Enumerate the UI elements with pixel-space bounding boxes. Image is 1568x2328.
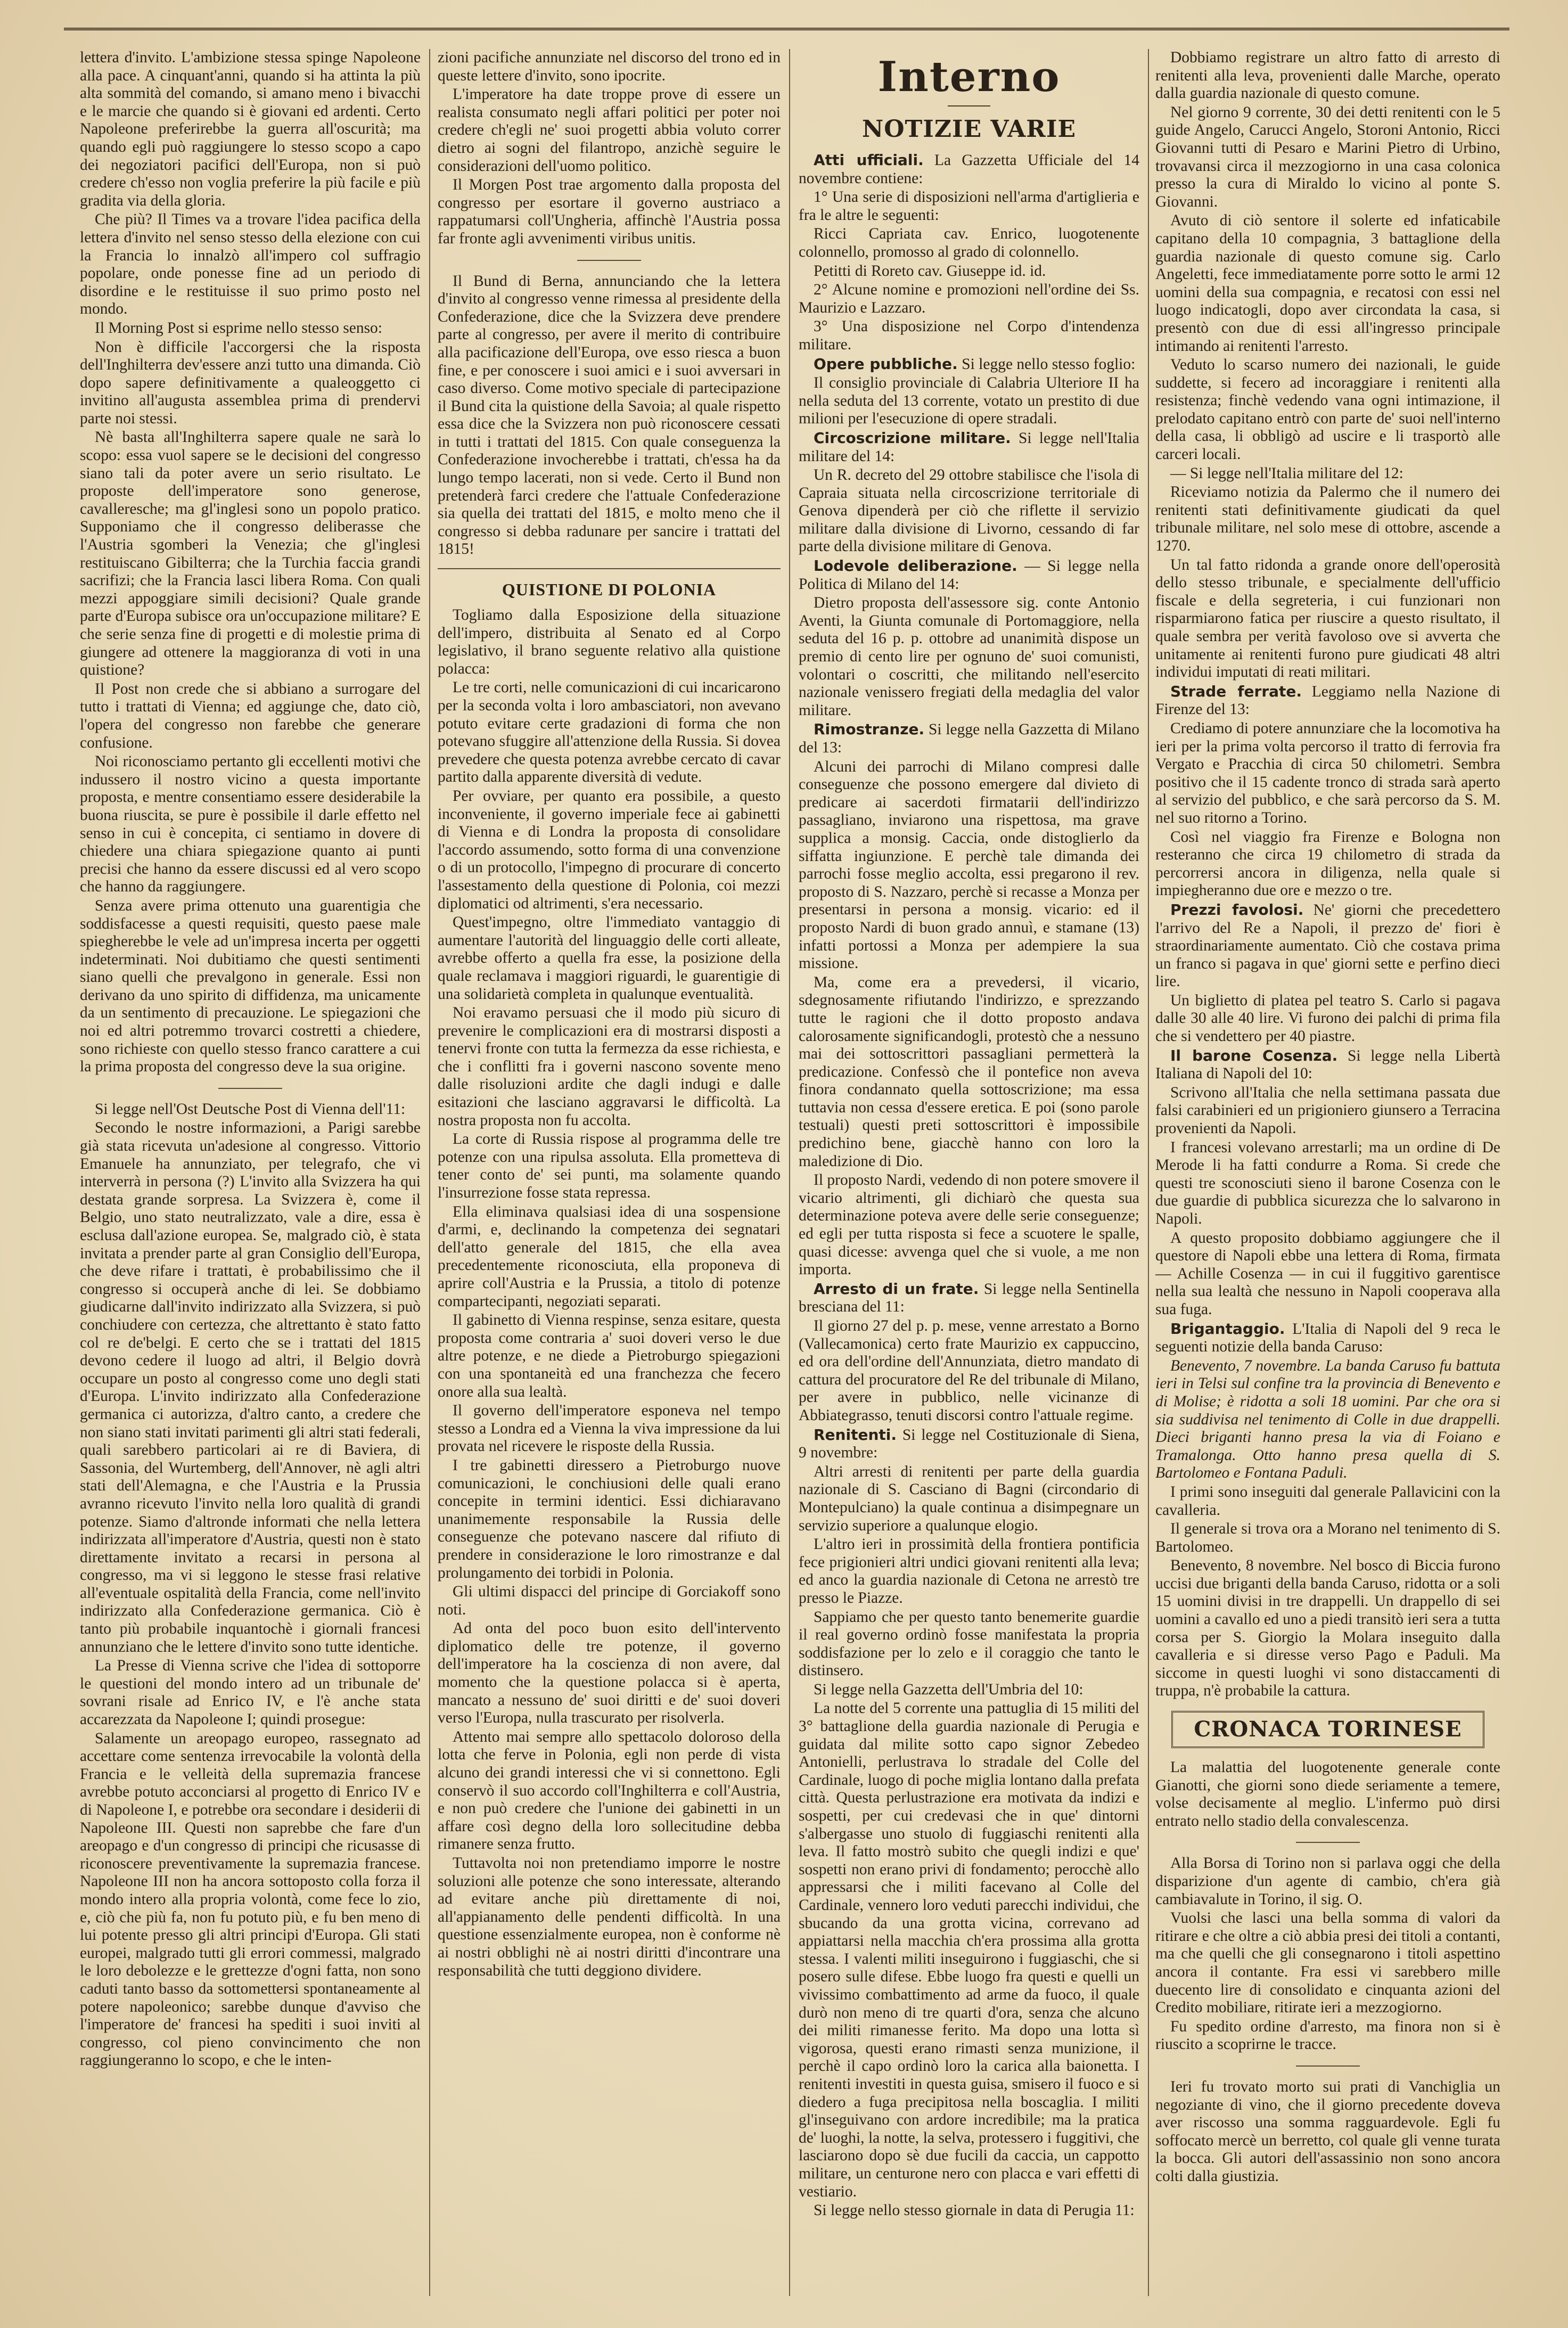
paragraph-text: Si legge nella Gazzetta di Milano del 13: xyxy=(799,721,1139,756)
paragraph: Si legge nella Gazzetta dell'Umbria del 10: xyxy=(814,1681,1083,1698)
column-1 xyxy=(80,49,421,2301)
section-box-heading: CRONACA TORINESE xyxy=(1171,1711,1484,1748)
paragraph: Il governo dell'imperatore esponeva nel tempo stesso a Londra ed a Vienna la viva impressione da lui provata nel ricevere le risposte della Russia. xyxy=(438,1402,781,1455)
paragraph: Il Post non crede che si abbiano a surrogare del tutto i trattati di Vienna; ed aggiunge che, dato ciò, l'opera del congresso non farebbe che generare confusione. xyxy=(80,680,421,751)
separator xyxy=(948,105,990,106)
rubric: Atti ufficiali. xyxy=(814,151,924,169)
paragraph: Il generale si trova ora a Morano nel tenimento di S. Bartolomeo. xyxy=(1155,1520,1500,1555)
section-heading: QUISTIONE DI POLONIA xyxy=(502,580,717,600)
rubric: Renitenti. xyxy=(814,1425,897,1444)
paragraph-text: Si legge nell'Italia militare del 14: xyxy=(799,429,1139,465)
paragraph: Avuto di ciò sentore il solerte ed infaticabile capitano della 10 compagnia, 3 battaglione della guardia nazionale di questo comune sig. Carlo Angeletti, fece immediatamente porre sotto le armi 12 uomini della sua compagnia, e recatosi con essi nel luogo indicatogli, dopo aver circondata la casa, si presentò con due di essi all'ingresso principale intimando ai renitenti l'arresto. xyxy=(1155,212,1500,355)
paragraph: Il Morgen Post trae argomento dalla proposta del congresso per esortare il governo austriaco a rappatumarsi coll'Ungheria, affinchè l'Austria possa far fronte agli avvenimenti viribus unitis. xyxy=(438,176,781,247)
paragraph: Vuolsi che lasci una bella somma di valori da ritirare e che oltre a ciò abbia presi dei titoli a contanti, ma che quelli che gli consegnarono i titoli aspettino ancora il contante. Fra essi vi sarebbero mille duecento lire di consolidato e cinquanta azioni del Credito mobiliare, ritirate ieri a mezzogiorno. xyxy=(1155,1909,1500,2016)
paragraph: — Si legge nell'Italia militare del 12: xyxy=(1170,464,1403,482)
paragraph: Riceviamo notizia da Palermo che il numero dei renitenti stati definitivamente giudicati da quel tribunale militare, nel solo mese di ottobre, ascende a 1270. xyxy=(1155,483,1500,555)
paragraph: Così nel viaggio fra Firenze e Bologna non resteranno che circa 19 chilometro di strada da percorrersi ancora in diligenza, nella quale si impiegheranno due ore e mezzo o tre. xyxy=(1155,828,1500,899)
paragraph: Senza avere prima ottenuto una guarentigia che soddisfacesse a questi requisiti, questo paese male spiegherebbe le vele ad un'impresa incerta per oggetti indeterminati. Noi dubitiamo che questi sentimenti siano quelli che prevalgono in generale. Essi non derivano da uno spirito di diffidenza, ma unicamente da un sentimento di precauzione. Le spiegazioni che noi ed altri potremmo trovarci costretti a chiedere, sono richieste con quello stesso franco carattere a cui la prima proposta del congresso deve la sua origine. xyxy=(80,897,421,1076)
paragraph: Ma, come era a prevedersi, il vicario, sdegnosamente rifiutando l'indirizzo, e sprezzando tutte le ragioni che il dotto proposto andava calorosamente significandogli, protestò che a nessuno mai dei sottoscrittori passagliani permetterà la predicazione. Confessò che il pontefice non aveva finora condannato quella sottoscrizione; ma essa tuttavia non cessa d'essere eretica. E poi (sono parole testuali) questi preti sottoscrittori è impossibile predichino bene, giacchè hanno con loro la maledizione di Dio. xyxy=(799,973,1139,1170)
paragraph: La malattia del luogotenente generale conte Gianotti, che giorni sono diede seriamente a temere, volse decisamente al meglio. L'infermo può dirsi entrato nello stadio della convalescenza. xyxy=(1155,1759,1500,1830)
paragraph: La Presse di Vienna scrive che l'idea di sottoporre le questioni del mondo intero ad un tribunale de' sovrani risale ad Enrico IV, e l'è anche stata accarezzata da Napoleone I; quindi prosegue: xyxy=(80,1657,421,1728)
paragraph-text: Leggiamo nella Nazione di Firenze del 13: xyxy=(1155,683,1500,718)
paragraph: Nel giorno 9 corrente, 30 dei detti renitenti con le 5 guide Angelo, Carucci Angelo, Storoni Antonio, Ricci Giovanni tutti di Pesaro e Marini Pietro di Urbino, trovavansi circa il mezzogiorno in una casa colonica presso la cura di Miraldo lo vicino al ponte S. Giovanni. xyxy=(1155,103,1500,210)
paragraph-text: Si legge nella Sentinella bresciana del 11: xyxy=(799,1280,1139,1316)
paragraph: Ricci Capriata cav. Enrico, luogotenente colonnello, promosso al grado di colonnello. xyxy=(799,225,1139,260)
paragraph: Petitti di Roreto cav. Giuseppe id. id. xyxy=(814,262,1046,280)
section-heading: NOTIZIE VARIE xyxy=(862,116,1076,143)
paragraph: Un R. decreto del 29 ottobre stabilisce che l'isola di Capraia situata nella circoscrizione territoriale di Genova dipenderà per ciò che riflette il servizio militare dalla divisione di Livorno, cessando di far parte della divisione militare di Genova. xyxy=(799,466,1139,555)
paragraph: Scrivono all'Italia che nella settimana passata due falsi carabinieri ed un prigioniero giunsero a Terracina provenienti da Napoli. xyxy=(1155,1084,1500,1137)
paragraph: Noi eravamo persuasi che il modo più sicuro di prevenire le complicazioni era di mostrarsi disposti a tenervi fronte con tutta la fermezza da esse richiesta, e che i conflitti fra i governi nascono sovente meno dalle risoluzioni ardite che dagli indugi e dalle esitazioni che lasciano aggravarsi le difficoltà. La nostra proposta non fu accolta. xyxy=(438,1004,781,1129)
paragraph: Il proposto Nardi, vedendo di non potere smovere il vicario altrimenti, gli dichiarò che questa sua determinazione poteva avere delle serie conseguenze; ed egli per tutta risposta si fece a scuotere le spalle, quasi dicesse: avvenga quel che si vuole, a me non importa. xyxy=(799,1171,1139,1278)
paragraph: Ella eliminava qualsiasi idea di una sospensione d'armi, e, declinando la competenza dei segnatari dell'atto generale del 1815, che ella avea precedentemente riconosciuta, ella proponeva di aprire coll'Austria e la Prussia, a titolo di potenze compartecipanti, negoziati separati. xyxy=(438,1203,781,1310)
paragraph: Si legge nell'Ost Deutsche Post di Vienna dell'11: xyxy=(95,1100,406,1118)
top-rule xyxy=(64,28,1509,30)
paragraph: 1° Una serie di disposizioni nell'arma d'artiglieria e fra le altre le seguenti: xyxy=(799,188,1139,224)
rubric: Lodevole deliberazione. xyxy=(814,557,1017,575)
rubric: Arresto di un frate. xyxy=(814,1280,979,1298)
rubric: Strade ferrate. xyxy=(1170,682,1302,700)
paragraph: Ad onta del poco buon esito dell'intervento diplomatico delle tre potenze, il governo dell'imperatore ha la coscienza di non avere, dal momento che la questione polacca si è aperta, mancato a nessuno de' suoi diritti e de' suoi doveri verso l'Europa, nulla trascurato per risolverla. xyxy=(438,1620,781,1727)
paragraph: zioni pacifiche annunziate nel discorso del trono ed in queste lettere d'invito, sono ipocrite. xyxy=(438,49,781,84)
rubric: Prezzi favolosi. xyxy=(1170,900,1304,919)
column-3 xyxy=(799,49,1139,2301)
paragraph: Dobbiamo registrare un altro fatto di arresto di renitenti alla leva, provenienti dalle Marche, operato dalla guardia nazionale di questo comune. xyxy=(1155,49,1500,102)
column-rule xyxy=(429,49,430,2296)
paragraph: Secondo le nostre informazioni, a Parigi sarebbe già stata ricevuta un'adesione al congresso. Vittorio Emanuele ha annunziato, per telegrafo, che vi interverrà in persona (?) L'invito alla Svizzera ha qui destata grande sorpresa. La Svizzera è, come il Belgio, uno stato neutralizzato, vale a dire, essa è esclusa dall'azione europea. Se, malgrado ciò, è stata invitata a prender parte al gran Consiglio dell'Europa, che deve rifare i trattati, è probabilissimo che il congresso si occuperà anche di lei. Se dobbiamo giudicarne dall'invito indirizzato alla Svizzera, si può conchiudere con certezza, che altrettanto è stato fatto col re de'belgi. E certo che se i trattati del 1815 devono cedere il luogo ad altri, il Belgio dovrà occupare un posto al congresso come uno degli stati d'Europa. L'invito indirizzato alla Confederazione germanica ci autorizza, d'altro canto, a credere che non siano stati invitati parimenti gli altri stati federali, quali sarebbero particolari ai re di Baviera, di Sassonia, del Wurtemberg, dell'Annover, nè agli altri stati dell'Alemagna, e che l'Austria e la Prussia avranno ricevuto l'invito nella loro qualità di grandi potenze. Siamo d'altronde informati che nella lettera indirizzata all'imperatore d'Austria, questi non è stato direttamente invitato a recarsi in persona al congresso, ma vi si leggono le stesse frasi relative all'eventuale ospitalità della Francia, come nell'invito indirizzato alla Confederazione germanica. Ciò è tanto più probabile inquantochè i giornali francesi annunziano che le lettere d'invito sono tutte identiche. xyxy=(80,1119,421,1655)
separator xyxy=(218,1088,282,1089)
paragraph: I tre gabinetti diressero a Pietroburgo nuove comunicazioni, le conchiusioni delle quali erano concepite in termini identici. Essi dichiaravano unanimemente responsabile la Russia delle conseguenze che potevano nascere dal rifiuto di prendere in considerazione le loro rimostranze e dal prolungamento dei torbidi in Polonia. xyxy=(438,1456,781,1581)
rubric: Rimostranze. xyxy=(814,720,925,739)
paragraph: Crediamo di potere annunziare che la locomotiva ha ieri per la prima volta percorso il tratto di ferrovia fra Vergato e Pracchia di circa 50 chilometri. Sembra positivo che il 15 cadente tronco di strada sarà aperto al servizio del pubblico, e che sarà percorso da S. M. nel suo ritorno a Torino. xyxy=(1155,719,1500,826)
paragraph: A questo proposito dobbiamo aggiungere che il questore di Napoli ebbe una lettera di Roma, firmata — Achille Cosenza — in cui il fuggitivo garentisce nella sua lealtà che nessuno in Napoli cooperava alla sua fuga. xyxy=(1155,1229,1500,1318)
paragraph: Tuttavolta noi non pretendiamo imporre le nostre soluzioni alle potenze che sono interessate, alterando ad evitare anche più direttamente di noi, all'appianamento delle pendenti difficoltà. In una questione essenzialmente europea, non è conforme nè ai nostri obblighi nè ai nostri diritti d'incontrare una responsabilità che tutti deggiono dividere. xyxy=(438,1855,781,1979)
paragraph-text: Ne' giorni che precedettero l'arrivo del Re a Napoli, il prezzo de' fiori è straordinariamente aumentato. Ciò che costava prima un franco si pagava in que' giorni sette e perfino dieci lire. xyxy=(1155,901,1500,990)
paragraph: Un biglietto di platea pel teatro S. Carlo si pagava dalle 30 alle 40 lire. Vi furono dei palchi di prima fila che si vendettero per 40 piastre. xyxy=(1155,991,1500,1045)
paragraph: Salamente un areopago europeo, rassegnato ad accettare come sentenza irrevocabile la volontà della Francia e le velleità della supremazia francese avrebbe potuto acconciarsi al progetto di Enrico IV e di Napoleone I, e potrebbe ora secondare i desiderii di Napoleone III. Questi non saprebbe che fare d'un areopago e d'un congresso di principi che ricusasse di riconoscere preventivamente la supremazia francese. Napoleone III non ha ancora sottoposto colla forza il mondo intero alla propria volontà, come fece lo zio, e, ciò che più fa, non fu potuto più, e fu ben meno di lui potente presso gli altri principi d'Europa. Gli stati europei, malgrado tutti gli errori commessi, malgrado le loro debolezze e le grettezze d'ogni fatta, non sono caduti tanto basso da sottomettersi spontaneamente al potere napoleonico; sarebbe dunque d'avviso che l'imperatore de' francesi ha spediti i suoi inviti al congresso, col pieno convincimento che non raggiungeranno lo scopo, e che le inten- xyxy=(80,1729,421,2069)
paragraph-text: Si legge nel Costituzionale di Siena, 9 novembre: xyxy=(799,1426,1139,1462)
paragraph-text: La Gazzetta Ufficiale del 14 novembre contiene: xyxy=(799,152,1139,187)
paragraph: Che più? Il Times va a trovare l'idea pacifica della lettera d'invito nel senso stesso della elezione con cui la Francia lo innalzò all'impero col suffragio popolare, onde ponesse fine ad un periodo di disordine e le restituisse il suo primo posto nel mondo. xyxy=(80,211,421,318)
paragraph: Alcuni dei parrochi di Milano compresi dalle conseguenze che possono emergere dal divieto di predicare ai sacerdoti firmatarii dell'indirizzo passagliano, inviarono una rispettosa, ma grave supplica a monsig. Caccia, onde distoglierlo da siffatta ingiunzione. E perchè tale dimanda dei parrochi fosse meglio accolta, essi pregarono il rev. proposto di S. Nazzaro, perchè si recasse a Monza per presentarsi in persona a monsig. vicario: ed il proposto Nardi di buon grado annuì, e stamane (13) infatti portossi a Monza per adempiere la sua missione. xyxy=(799,758,1139,972)
column-rule xyxy=(789,49,790,2296)
paragraph: Benevento, 8 novembre. Nel bosco di Biccia furono uccisi due briganti della banda Caruso, ridotta or a soli 15 uomini divisi in tre drappelli. Un drappello di sei uomini a cavallo ed uno a piedi transitò ieri sera a tutta corsa per S. Giorgio la Molara inseguito dalla cavalleria e si diresse verso Pago e Paduli. Ma siccome in questi luoghi vi sono distaccamenti di truppa, n'è probabile la cattura. xyxy=(1155,1557,1500,1700)
paragraph: 2° Alcune nomine e promozioni nell'ordine dei Ss. Maurizio e Lazzaro. xyxy=(799,281,1139,316)
paragraph: Le tre corti, nelle comunicazioni di cui incaricarono per la seconda volta i loro ambasciatori, non avevano potuto evitare certe gradazioni di forma che non potevano sfuggire all'attenzione della Russia. Si dovea prevedere che questa potenza avrebbe cercato di cavar partito dalla apparente diversità di vedute. xyxy=(438,679,781,786)
paragraph: Attento mai sempre allo spettacolo doloroso della lotta che ferve in Polonia, egli non perde di vista alcuno dei grandi interessi che vi si connettono. Egli conservò il suo accordo coll'Inghilterra e coll'Austria, e non può credere che l'unione dei gabinetti in un affare così degno della loro sollecitudine debba rimanere senza frutto. xyxy=(438,1728,781,1853)
paragraph: Si legge nello stesso giornale in data di Perugia 11: xyxy=(814,2202,1135,2219)
paragraph: Il gabinetto di Vienna respinse, senza esitare, questa proposta come contraria a' suoi doveri verso le due altre potenze, e ne diede a Pietroburgo spiegazioni con una spontaneità ed una franchezza che fecero onore alla sua lealtà. xyxy=(438,1311,781,1400)
paragraph-text: L'Italia di Napoli del 9 reca le seguenti notizie della banda Caruso: xyxy=(1155,1320,1500,1356)
paragraph: Il giorno 27 del p. p. mese, venne arrestato a Borno (Vallecamonica) certo frate Maurizio ex cappuccino, ed ora dell'ordine dell'Annunziata, dietro mandato di cattura del procuratore del Re del tribunale di Milano, per avere in pubblico, nelle vicinanze di Abbiategrasso, tenuti discorsi contro l'attuale regime. xyxy=(799,1317,1139,1424)
paragraph: Altri arresti di renitenti per parte della guardia nazionale di S. Casciano di Bagni (circondario di Montepulciano) la quale continua a disimpegnare un servizio superiore a qualunque elogio. xyxy=(799,1463,1139,1534)
paragraph: I primi sono inseguiti dal generale Pallavicini con la cavalleria. xyxy=(1155,1483,1500,1519)
paragraph: Togliamo dalla Esposizione della situazione dell'impero, distribuita al Senato ed al Corpo legislativo, il brano seguente relativo alla quistione polacca: xyxy=(438,606,781,677)
paragraph: Un tal fatto ridonda a grande onore dell'operosità dello stesso tribunale, e specialmente dell'ufficio fiscale e della segreteria, i cui funzionari non risparmiarono fatica per riuscire a questo risultato, il quale sembra per verità favoloso ove si avverta che unitamente ai renitenti furono pure giudicati 48 altri individui imputati di reati militari. xyxy=(1155,556,1500,681)
paragraph: I francesi volevano arrestarli; ma un ordine di De Merode li ha fatti condurre a Roma. Si crede che questi tre sconosciuti sieno il barone Cosenza con le due guardie di pubblica sicurezza che lo salvarono in Napoli. xyxy=(1155,1138,1500,1227)
separator xyxy=(438,568,781,569)
section-masthead: Interno xyxy=(877,53,1061,101)
paragraph: Il Morning Post si esprime nello stesso senso: xyxy=(95,319,383,337)
rubric: Il barone Cosenza. xyxy=(1170,1046,1338,1064)
paragraph: La corte di Russia rispose al programma delle tre potenze con una ripulsa assoluta. Ella prometteva di tener conto de' sei punti, ma solamente quando l'insurrezione fosse stata repressa. xyxy=(438,1130,781,1202)
paragraph: 3° Una disposizione nel Corpo d'intendenza militare. xyxy=(799,318,1139,353)
paragraph: Nè basta all'Inghilterra sapere quale ne sarà lo scopo: essa vuol sapere se le decisioni del congresso siano tali da poter avere un serio risultato. Le proposte dell'imperatore sono generose, cavalleresche; ma gl'inglesi sono un popolo pratico. Supponiamo che il congresso deliberasse che l'Austria sgomberi la Venezia; che gl'inglesi restituiscano Gibilterra; che la Turchia faccia grandi sacrifizi; che la Francia lasci libera Roma. Con quali mezzi appoggiare simili decisioni? Quale grande parte d'Europa subisce ora un'occupazione militare? E che serie senza fine di progetti e di molestie prima di giungere ad ottenere la maggioranza di voti in una quistione? xyxy=(80,429,421,679)
rubric: Brigantaggio. xyxy=(1170,1319,1285,1338)
rubric: Opere pubbliche. xyxy=(814,355,958,373)
separator xyxy=(577,260,641,261)
separator xyxy=(1296,1842,1360,1843)
paragraph-text: Si legge nello stesso foglio: xyxy=(962,355,1136,373)
column-rule xyxy=(1148,49,1149,2296)
column-4 xyxy=(1155,49,1500,2301)
paragraph: Il Bund di Berna, annunciando che la lettera d'invito al congresso venne rimessa al presidente della Confederazione, dice che la Svizzera deve prendere parte al congresso, per avere il merito di contribuire alla pacificazione dell'Europa, ove esso riesca a buon fine, e per conoscere i suoi amici e i suoi avversari in caso diverso. Come motivo speciale di partecipazione il Bund cita la quistione della Savoia; al quale rispetto essa dice che la Svizzera non può riconoscere cessati in tutti i trattati del 1815. Con quale conseguenza la Confederazione invocherebbe i trattati, ch'essa ha da lungo tempo lacerati, non si vede. Certo il Bund non pretenderà farci credere che l'attuale Confederazione sia quella dei trattati del 1815, e molto meno che il congresso si debba radunare per sancire i trattati del 1815! xyxy=(438,272,781,558)
paragraph: L'altro ieri in prossimità della frontiera pontificia fece prigionieri altri undici giovani renitenti alla leva; ed anco la guardia nazionale di Cetona ne arrestò tre presso le Piazze. xyxy=(799,1536,1139,1606)
paragraph: Non è difficile l'accorgersi che la risposta dell'Inghilterra dev'essere anzi tutto una dimanda. Ciò dopo sapere definitivamente a qualeoggetto ci invitino all'augusta assemblea prima di prendervi parte noi stessi. xyxy=(80,338,421,427)
paragraph: Per ovviare, per quanto era possibile, a questo inconveniente, il governo imperiale fece ai gabinetti di Vienna e di Londra la proposta di consolidare l'accordo assumendo, sotto forma di una convenzione o di un protocollo, l'impegno di procurare di concerto l'assestamento della questione di Polonia, coi mezzi diplomatici od altrimenti, s'era necessario. xyxy=(438,787,781,912)
paragraph: Quest'impegno, oltre l'immediato vantaggio di aumentare l'autorità del linguaggio delle corti alleate, avrebbe offerto a quella fra esse, la posizione della quale reclamava i maggiori riguardi, le guarentigie di una solidarietà completa in qualunque eventualità. xyxy=(438,914,781,1003)
paragraph: Benevento, 7 novembre. La banda Caruso fu battuta ieri in Telsi sul confine tra la provincia di Benevento e di Molise; è ridotta a soli 18 uomini. Par che ora si sia suddivisa nel tenimento di Colle in due drappelli. Dieci briganti hanno presa la via di Foiano e Tramalonga. Otto hanno presa quella di S. Bartolomeo e Fontana Paduli. xyxy=(1155,1357,1500,1482)
paragraph: Alla Borsa di Torino non si parlava oggi che della disparizione d'un agente di cambio, ch'era già cambiavalute in Torino, il sig. O. xyxy=(1155,1855,1500,1908)
paragraph: Il consiglio provinciale di Calabria Ulteriore II ha nella seduta del 13 corrente, votato un prestito di due milioni per l'esecuzione di opere stradali. xyxy=(799,374,1139,428)
paragraph: Noi riconosciamo pertanto gli eccellenti motivi che indussero il nostro vicino a questa importante proposta, e mentre consentiamo essere desiderabile la buona riuscita, se pure è possibile il darle effetto nel senso in cui è concepita, ci sentiamo in dovere di chiedere una chiara spiegazione quanto ai punti precisi che hanno da essere discussi ed al vero scopo che hanno da raggiungere. xyxy=(80,753,421,896)
rubric: Circoscrizione militare. xyxy=(814,429,1011,447)
paragraph: Gli ultimi dispacci del principe di Gorciakoff sono noti. xyxy=(438,1583,781,1618)
paragraph: Fu spedito ordine d'arresto, ma finora non si è riuscito a scoprirne le tracce. xyxy=(1155,2018,1500,2053)
paragraph-text: Si legge nella Libertà Italiana di Napoli del 10: xyxy=(1155,1047,1500,1083)
separator xyxy=(1296,2065,1360,2067)
paragraph: Ieri fu trovato morto sui prati di Vanchiglia un negoziante di vino, che il giorno precedente doveva aver riscosso una somma ragguardevole. Egli fu soffocato mercè un berretto, col quale gli venne turata la bocca. Gli autori dell'assassinio non sono ancora colti dalla giustizia. xyxy=(1155,2078,1500,2185)
paragraph: Veduto lo scarso numero dei nazionali, le guide suddette, si fecero ad incoraggiare i renitenti alla resistenza; finchè vedendo vana ogni intimazione, il prelodato capitano entrò con parte de' suoi nell'interno della casa, li obbligò ad uscire e li trasportò alle carceri locali. xyxy=(1155,356,1500,463)
paragraph: Dietro proposta dell'assessore sig. conte Antonio Aventi, la Giunta comunale di Portomaggiore, nella seduta del 16 p. p. ottobre ad unanimità dispose un premio di cento lire per ognuno de' suoi comunisti, volontari o coscritti, che militando nell'esercito nazionale venissero fregiati della medaglia del valor militare. xyxy=(799,594,1139,719)
paragraph: La notte del 5 corrente una pattuglia di 15 militi del 3° battaglione della guardia nazionale di Perugia e guidata dal milite sotto capo signor Zebedeo Antonielli, perlustrava lo stradale del Colle del Cardinale, luogo di poche miglia lontano dalla prefata città. Questa perlustrazione era motivata da indizi e sospetti, per cui credevasi che in que' dintorni s'albergasse uno stuolo di fuggiaschi renitenti alla leva. Il fatto mostrò subito che quegli indizi e que' sospetti non erano privi di fondamento; perocchè allo appressarsi che i militi facevano al Colle del Cardinale, vennero loro veduti parecchi individui, che sbucando da una grotta vicina, correvano ad appiattarsi nella macchia ch'era prossima alla grotta stessa. I valenti militi inseguirono i fuggiaschi, che si posero sulle difese. Ebbe luogo fra questi e quelli un vivissimo combattimento ad arme da fuoco, il quale durò non meno di tre quarti d'ora, senza che alcuno dei militi rimanesse ferito. Ma dopo una lotta sì vigorosa, questi erano rimasti senza munizione, il perchè il capo ordinò loro la carica alla baionetta. I renitenti investiti in questa guisa, smisero il fuoco e si diedero a fuga precipitosa nella boscaglia. I militi gl'inseguivano con ardore incredibile; ma la pratica de' luoghi, la notte, la selva, protessero i fuggitivi, che lasciarono dopo sè due fucili da caccia, un cappotto militare, un centurone nero con placca e vari effetti di vestiario. xyxy=(799,1700,1139,2200)
paragraph: lettera d'invito. L'ambizione stessa spinge Napoleone alla pace. A cinquant'anni, quando si ha attinta la più alta sommità del comando, si amano meno i bivacchi e le marcie che quando si è giovani ed ardenti. Certo Napoleone preferirebbe la guerra all'oscurità; ma quando egli può raggiungere lo stesso scopo a capo dei negoziatori pacifici dell'Europa, non si può credere ch'esso non voglia preferire la più facile e più gradita via della gloria. xyxy=(80,49,421,209)
column-2 xyxy=(438,49,781,2301)
paragraph: L'imperatore ha date troppe prove di essere un realista consumato negli affari politici per poter noi credere ch'egli ne' suoi progetti abbia voluto correr dietro ai sogni del filantropo, anzichè seguire le considerazioni dell'uomo politico. xyxy=(438,86,781,175)
paragraph: Sappiamo che per questo tanto benemerite guardie il real governo ordinò fosse manifestata la propria soddisfazione per lo zelo e il coraggio che tanto le distinsero. xyxy=(799,1608,1139,1679)
paragraph-text: — Si legge nella Politica di Milano del 14: xyxy=(799,558,1139,593)
